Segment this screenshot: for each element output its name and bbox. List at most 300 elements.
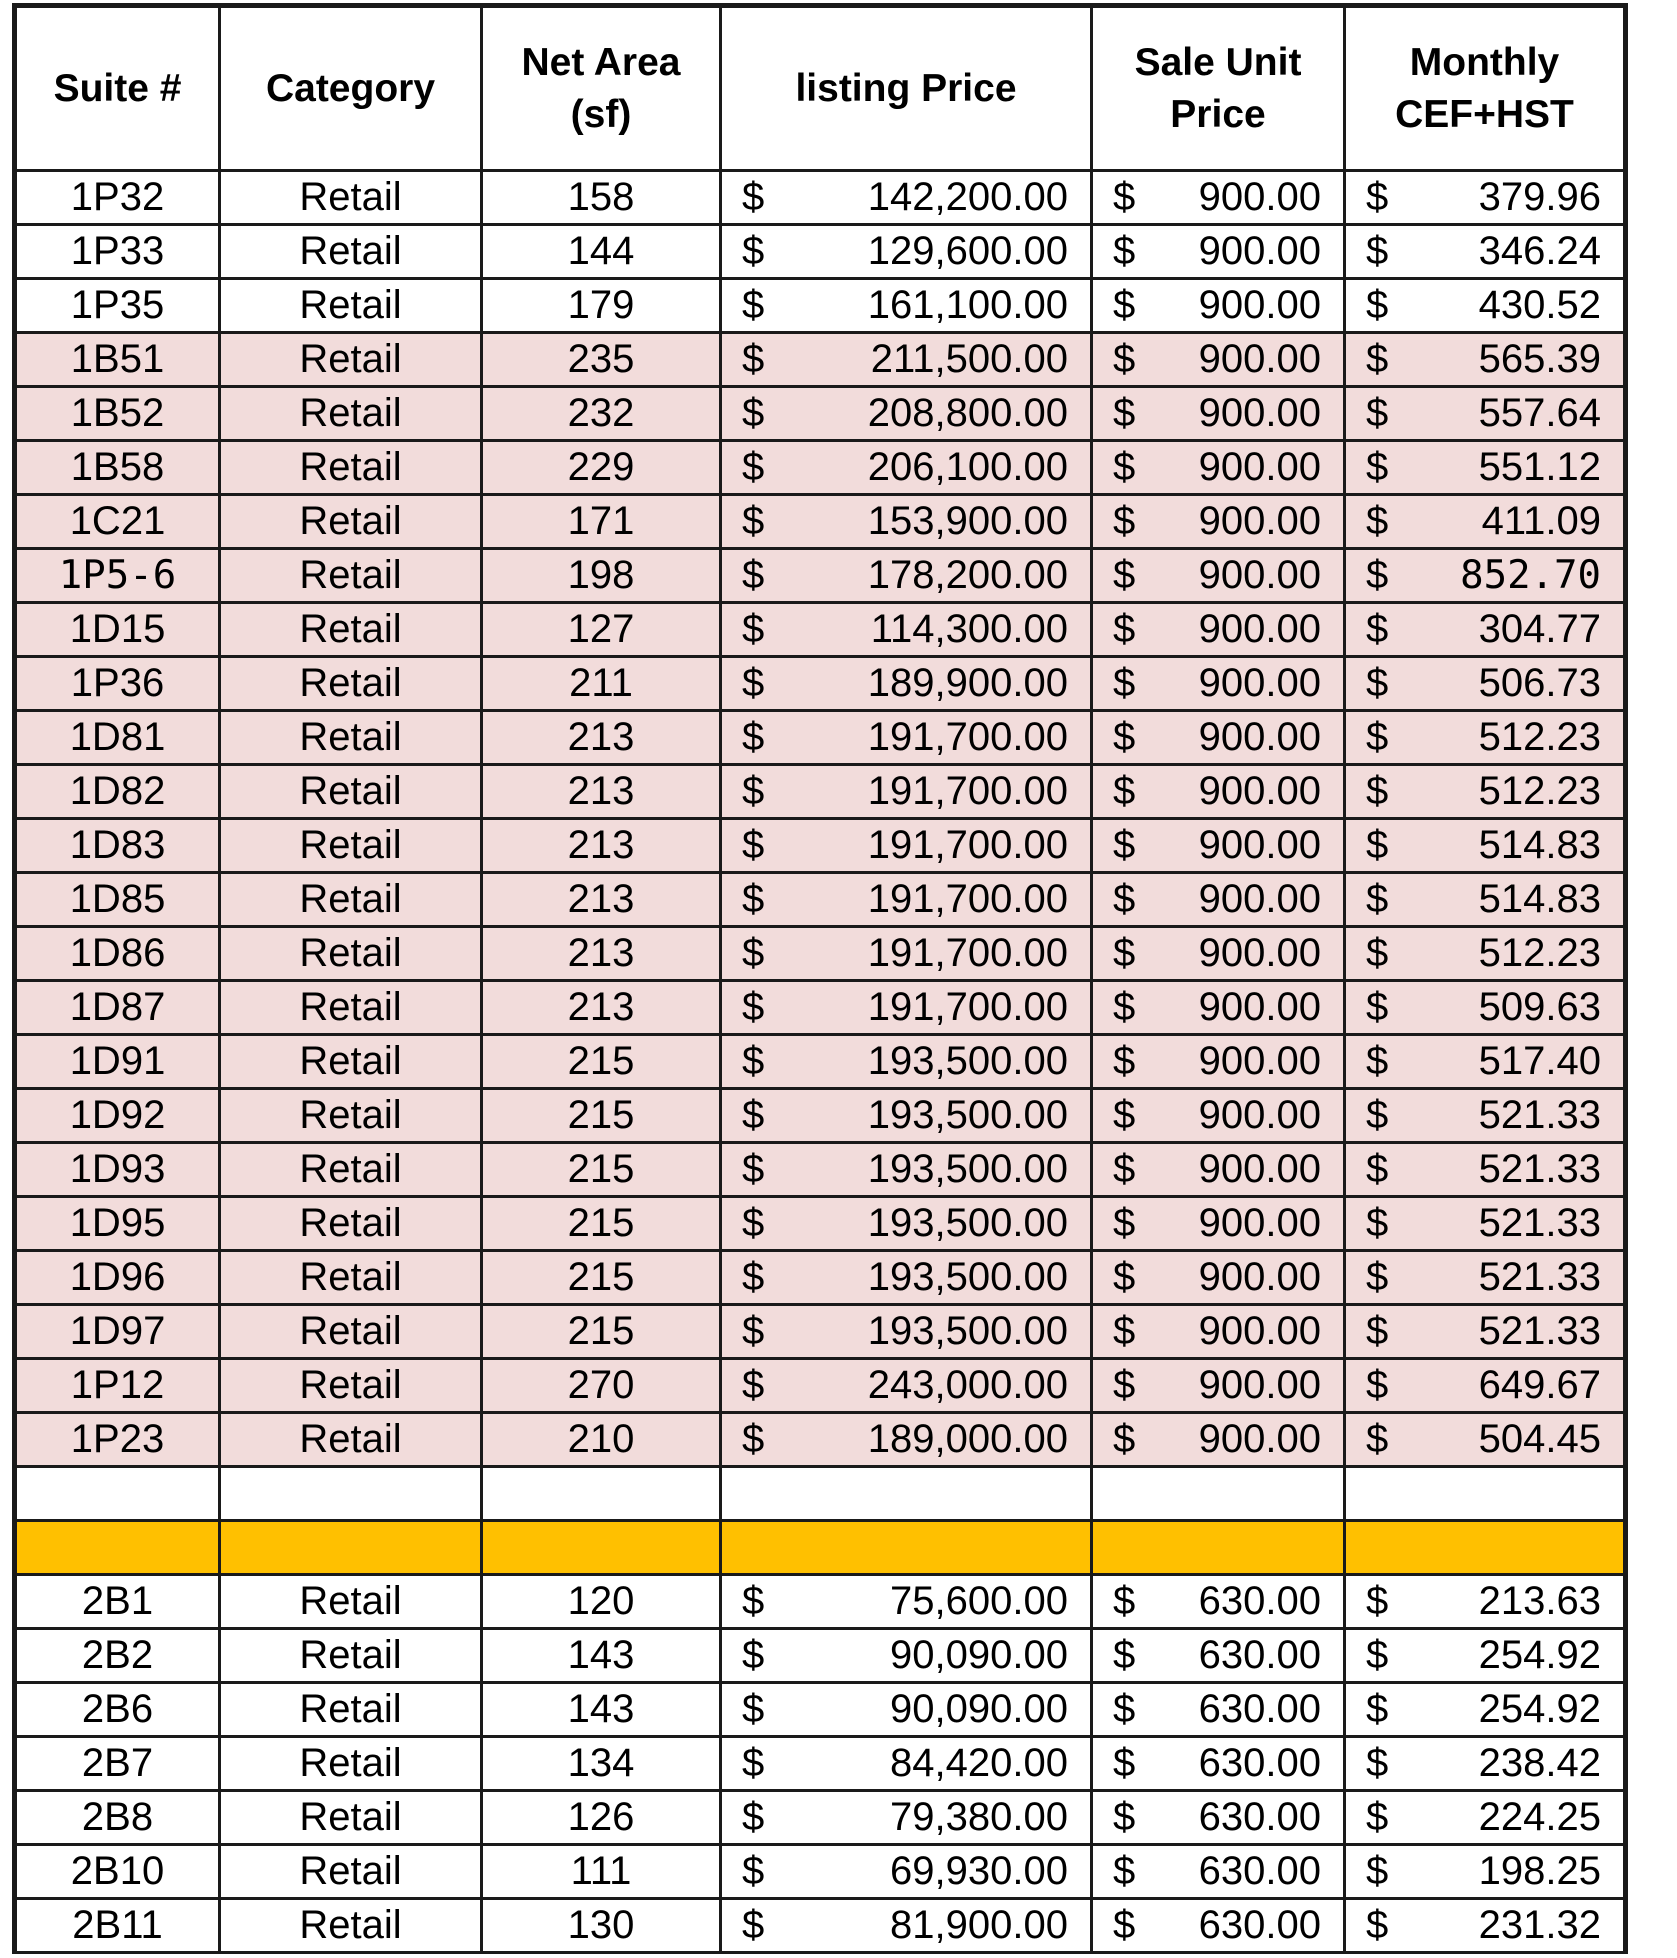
amount: 557.64 [1478, 391, 1601, 435]
table-row [15, 441, 1626, 495]
currency-symbol: $ [742, 985, 765, 1029]
suite-cell [15, 495, 220, 549]
amount: 900.00 [1198, 229, 1321, 273]
table-row [15, 1089, 1626, 1143]
suite-number: 1D96 [69, 1255, 166, 1299]
suite-number: 1D97 [69, 1309, 166, 1353]
net-area-cell: 215 [482, 1251, 721, 1305]
category-cell: Retail [220, 1629, 482, 1683]
amount: 161,100.00 [867, 283, 1068, 327]
category-cell: Retail [220, 711, 482, 765]
currency-symbol: $ [1366, 931, 1389, 975]
sale-unit-price-cell [1092, 1737, 1345, 1791]
net-area-cell: 144 [482, 225, 721, 279]
listing-price-cell [721, 819, 1092, 873]
category-cell: Retail [220, 1791, 482, 1845]
empty-cell [721, 1521, 1092, 1575]
category-cell: Retail [220, 1089, 482, 1143]
currency-symbol: $ [1366, 769, 1389, 813]
category-cell: Retail [220, 1143, 482, 1197]
suite-cell [15, 1413, 220, 1467]
table-row [15, 927, 1626, 981]
sale-unit-price-cell [1092, 171, 1345, 225]
monthly-cef-hst-cell [1345, 1899, 1626, 1953]
header-category: Category [220, 6, 482, 171]
sale-unit-price-cell [1092, 1143, 1345, 1197]
monthly-cef-hst-cell [1345, 549, 1626, 603]
amount: 90,090.00 [890, 1687, 1068, 1731]
net-area-cell: 213 [482, 711, 721, 765]
currency-symbol: $ [742, 1795, 765, 1839]
currency-symbol: $ [1366, 1903, 1389, 1947]
suite-number: 1D82 [69, 769, 166, 813]
currency-symbol: $ [1113, 1201, 1136, 1245]
sale-unit-price-cell [1092, 603, 1345, 657]
listing-price-cell [721, 1359, 1092, 1413]
currency-symbol: $ [1366, 607, 1389, 651]
table-row [15, 981, 1626, 1035]
monthly-cef-hst-cell [1345, 1089, 1626, 1143]
suite-number: 2B11 [72, 1903, 163, 1947]
suite-number: 1D93 [69, 1147, 166, 1191]
currency-symbol: $ [1113, 1579, 1136, 1623]
suite-cell [15, 1683, 220, 1737]
currency-symbol: $ [1366, 1147, 1389, 1191]
suite-pricing-table [12, 3, 1628, 1954]
net-area-cell: 213 [482, 819, 721, 873]
category-cell: Retail [220, 1899, 482, 1953]
category-cell: Retail [220, 1305, 482, 1359]
table-row [15, 171, 1626, 225]
amount: 900.00 [1198, 1201, 1321, 1245]
table-row [15, 1845, 1626, 1899]
sale-unit-price-cell [1092, 1197, 1345, 1251]
net-area-cell: 171 [482, 495, 721, 549]
currency-symbol: $ [742, 931, 765, 975]
listing-price-cell [721, 1629, 1092, 1683]
monthly-cef-hst-cell [1345, 1251, 1626, 1305]
currency-symbol: $ [1366, 1633, 1389, 1677]
currency-symbol: $ [742, 1363, 765, 1407]
currency-symbol: $ [1113, 1309, 1136, 1353]
currency-symbol: $ [1366, 337, 1389, 381]
suite-number: 2B2 [81, 1633, 154, 1677]
suite-number: 1D86 [69, 931, 166, 975]
currency-symbol: $ [1113, 1255, 1136, 1299]
currency-symbol: $ [1113, 229, 1136, 273]
amount: 900.00 [1198, 661, 1321, 705]
net-area-cell: 215 [482, 1089, 721, 1143]
currency-symbol: $ [1366, 1849, 1389, 1893]
monthly-cef-hst-cell [1345, 279, 1626, 333]
currency-symbol: $ [1366, 877, 1389, 921]
amount: 900.00 [1198, 1255, 1321, 1299]
monthly-cef-hst-cell [1345, 927, 1626, 981]
currency-symbol: $ [1366, 553, 1389, 597]
amount: 900.00 [1198, 931, 1321, 975]
table-row [15, 495, 1626, 549]
monthly-cef-hst-cell [1345, 1305, 1626, 1359]
currency-symbol: $ [1366, 823, 1389, 867]
suite-cell [15, 279, 220, 333]
currency-symbol: $ [1366, 985, 1389, 1029]
amount: 213.63 [1478, 1579, 1601, 1623]
suite-number: 1P12 [70, 1363, 165, 1407]
empty-cell [482, 1467, 721, 1521]
sale-unit-price-cell [1092, 1683, 1345, 1737]
sale-unit-price-cell [1092, 279, 1345, 333]
amount: 900.00 [1198, 1147, 1321, 1191]
net-area-cell: 120 [482, 1575, 721, 1629]
listing-price-cell [721, 873, 1092, 927]
amount: 191,700.00 [867, 823, 1068, 867]
currency-symbol: $ [1113, 1741, 1136, 1785]
currency-symbol: $ [1366, 175, 1389, 219]
currency-symbol: $ [1366, 391, 1389, 435]
suite-number: 1P23 [70, 1417, 165, 1461]
net-area-cell: 143 [482, 1683, 721, 1737]
monthly-cef-hst-cell [1345, 495, 1626, 549]
amount: 84,420.00 [890, 1741, 1068, 1785]
net-area-cell: 158 [482, 171, 721, 225]
empty-cell [220, 1467, 482, 1521]
category-cell: Retail [220, 1197, 482, 1251]
currency-symbol: $ [742, 1309, 765, 1353]
sale-unit-price-cell [1092, 1899, 1345, 1953]
listing-price-cell [721, 1143, 1092, 1197]
amount: 900.00 [1198, 607, 1321, 651]
amount: 114,300.00 [870, 607, 1068, 651]
listing-price-cell [721, 1305, 1092, 1359]
currency-symbol: $ [1366, 1417, 1389, 1461]
net-area-cell: 213 [482, 873, 721, 927]
sale-unit-price-cell [1092, 441, 1345, 495]
currency-symbol: $ [742, 1255, 765, 1299]
amount: 193,500.00 [867, 1309, 1068, 1353]
table-row [15, 711, 1626, 765]
table-row [15, 657, 1626, 711]
suite-number: 2B8 [81, 1795, 154, 1839]
category-cell: Retail [220, 1575, 482, 1629]
currency-symbol: $ [1366, 1309, 1389, 1353]
currency-symbol: $ [1366, 1363, 1389, 1407]
amount: 900.00 [1198, 337, 1321, 381]
amount: 81,900.00 [890, 1903, 1068, 1947]
amount: 411.09 [1481, 499, 1601, 543]
monthly-cef-hst-cell [1345, 603, 1626, 657]
amount: 254.92 [1478, 1687, 1601, 1731]
empty-cell [1345, 1467, 1626, 1521]
currency-symbol: $ [742, 769, 765, 813]
suite-cell [15, 1251, 220, 1305]
amount: 900.00 [1198, 1417, 1321, 1461]
sale-unit-price-cell [1092, 1035, 1345, 1089]
category-cell: Retail [220, 333, 482, 387]
currency-symbol: $ [742, 1147, 765, 1191]
category-cell: Retail [220, 1035, 482, 1089]
amount: 509.63 [1478, 985, 1601, 1029]
net-area-cell: 229 [482, 441, 721, 495]
listing-price-cell [721, 1683, 1092, 1737]
table-row [15, 1251, 1626, 1305]
amount: 142,200.00 [867, 175, 1068, 219]
currency-symbol: $ [742, 823, 765, 867]
monthly-cef-hst-cell [1345, 1683, 1626, 1737]
suite-number: 1P35 [70, 283, 165, 327]
suite-number: 1D83 [69, 823, 166, 867]
table-row [15, 549, 1626, 603]
suite-cell [15, 1143, 220, 1197]
monthly-cef-hst-cell [1345, 1791, 1626, 1845]
suite-number: 1P5-6 [58, 553, 177, 598]
suite-cell [15, 171, 220, 225]
amount: 129,600.00 [867, 229, 1068, 273]
category-cell: Retail [220, 819, 482, 873]
suite-cell [15, 711, 220, 765]
sale-unit-price-cell [1092, 657, 1345, 711]
table-row [15, 225, 1626, 279]
listing-price-cell [721, 1575, 1092, 1629]
table-row [15, 873, 1626, 927]
currency-symbol: $ [742, 877, 765, 921]
net-area-cell: 213 [482, 927, 721, 981]
amount: 69,930.00 [890, 1849, 1068, 1893]
monthly-cef-hst-cell [1345, 333, 1626, 387]
currency-symbol: $ [1113, 1363, 1136, 1407]
currency-symbol: $ [1366, 445, 1389, 489]
amount: 514.83 [1478, 877, 1601, 921]
amount: 238.42 [1478, 1741, 1601, 1785]
suite-cell [15, 657, 220, 711]
sale-unit-price-cell [1092, 549, 1345, 603]
table-row [15, 1143, 1626, 1197]
amount: 900.00 [1198, 1039, 1321, 1083]
net-area-cell: 213 [482, 765, 721, 819]
suite-cell [15, 1197, 220, 1251]
monthly-cef-hst-cell [1345, 765, 1626, 819]
amount: 191,700.00 [867, 931, 1068, 975]
listing-price-cell [721, 171, 1092, 225]
currency-symbol: $ [742, 1201, 765, 1245]
amount: 900.00 [1198, 985, 1321, 1029]
suite-cell [15, 333, 220, 387]
net-area-cell: 270 [482, 1359, 721, 1413]
amount: 254.92 [1478, 1633, 1601, 1677]
amount: 630.00 [1198, 1579, 1321, 1623]
currency-symbol: $ [1113, 1903, 1136, 1947]
currency-symbol: $ [742, 337, 765, 381]
sale-unit-price-cell [1092, 1413, 1345, 1467]
amount: 900.00 [1198, 877, 1321, 921]
suite-cell [15, 1359, 220, 1413]
suite-cell [15, 819, 220, 873]
table-row [15, 1737, 1626, 1791]
sale-unit-price-cell [1092, 1845, 1345, 1899]
suite-cell [15, 441, 220, 495]
monthly-cef-hst-cell [1345, 711, 1626, 765]
listing-price-cell [721, 657, 1092, 711]
currency-symbol: $ [1366, 715, 1389, 759]
amount: 900.00 [1198, 823, 1321, 867]
empty-cell [1092, 1467, 1345, 1521]
currency-symbol: $ [742, 1903, 765, 1947]
suite-number: 2B1 [81, 1579, 154, 1623]
net-area-cell: 213 [482, 981, 721, 1035]
currency-symbol: $ [1113, 607, 1136, 651]
net-area-cell: 179 [482, 279, 721, 333]
suite-number: 1D91 [69, 1039, 166, 1083]
table-row [15, 1575, 1626, 1629]
suite-cell [15, 1035, 220, 1089]
table-row [15, 819, 1626, 873]
amount: 900.00 [1198, 175, 1321, 219]
net-area-cell: 215 [482, 1143, 721, 1197]
amount: 630.00 [1198, 1849, 1321, 1893]
currency-symbol: $ [742, 445, 765, 489]
header-monthly-cef-hst: Monthly CEF+HST [1345, 6, 1626, 171]
amount: 211,500.00 [870, 337, 1068, 381]
suite-cell [15, 765, 220, 819]
sale-unit-price-cell [1092, 981, 1345, 1035]
suite-cell [15, 1899, 220, 1953]
amount: 346.24 [1478, 229, 1601, 273]
suite-number: 1P36 [70, 661, 165, 705]
amount: 206,100.00 [867, 445, 1068, 489]
currency-symbol: $ [742, 1093, 765, 1137]
net-area-cell: 215 [482, 1035, 721, 1089]
amount: 208,800.00 [867, 391, 1068, 435]
currency-symbol: $ [1113, 445, 1136, 489]
net-area-cell: 198 [482, 549, 721, 603]
net-area-cell: 111 [482, 1845, 721, 1899]
category-cell: Retail [220, 657, 482, 711]
currency-symbol: $ [742, 715, 765, 759]
currency-symbol: $ [1366, 1687, 1389, 1731]
suite-number: 1D95 [69, 1201, 166, 1245]
listing-price-cell [721, 1251, 1092, 1305]
amount: 517.40 [1478, 1039, 1601, 1083]
suite-number: 1D92 [69, 1093, 166, 1137]
listing-price-cell [721, 225, 1092, 279]
listing-price-cell [721, 1197, 1092, 1251]
table-row [15, 765, 1626, 819]
amount: 191,700.00 [867, 715, 1068, 759]
suite-cell [15, 1089, 220, 1143]
amount: 231.32 [1478, 1903, 1601, 1947]
category-cell: Retail [220, 225, 482, 279]
suite-cell [15, 981, 220, 1035]
currency-symbol: $ [1366, 283, 1389, 327]
category-cell: Retail [220, 981, 482, 1035]
currency-symbol: $ [742, 229, 765, 273]
amount: 512.23 [1478, 769, 1601, 813]
monthly-cef-hst-cell [1345, 1035, 1626, 1089]
net-area-cell: 126 [482, 1791, 721, 1845]
currency-symbol: $ [1113, 553, 1136, 597]
amount: 506.73 [1478, 661, 1601, 705]
category-cell: Retail [220, 1251, 482, 1305]
amount: 551.12 [1478, 445, 1601, 489]
amount: 630.00 [1198, 1633, 1321, 1677]
currency-symbol: $ [1113, 1795, 1136, 1839]
amount: 191,700.00 [867, 769, 1068, 813]
header-suite: Suite # [15, 6, 220, 171]
net-area-cell: 215 [482, 1197, 721, 1251]
amount: 90,090.00 [890, 1633, 1068, 1677]
monthly-cef-hst-cell [1345, 225, 1626, 279]
empty-cell [482, 1521, 721, 1575]
currency-symbol: $ [742, 1417, 765, 1461]
currency-symbol: $ [742, 175, 765, 219]
currency-symbol: $ [742, 1741, 765, 1785]
category-cell: Retail [220, 1683, 482, 1737]
listing-price-cell [721, 1035, 1092, 1089]
amount: 900.00 [1198, 283, 1321, 327]
category-cell: Retail [220, 1845, 482, 1899]
empty-cell [721, 1467, 1092, 1521]
amount: 630.00 [1198, 1903, 1321, 1947]
category-cell: Retail [220, 495, 482, 549]
listing-price-cell [721, 549, 1092, 603]
currency-symbol: $ [1366, 1255, 1389, 1299]
sale-unit-price-cell [1092, 1251, 1345, 1305]
sale-unit-price-cell [1092, 333, 1345, 387]
amount: 521.33 [1478, 1201, 1601, 1245]
listing-price-cell [721, 765, 1092, 819]
amount: 191,700.00 [867, 877, 1068, 921]
category-cell: Retail [220, 441, 482, 495]
suite-cell [15, 1791, 220, 1845]
currency-symbol: $ [1366, 661, 1389, 705]
currency-symbol: $ [742, 607, 765, 651]
header-row [15, 6, 1626, 171]
currency-symbol: $ [1113, 1147, 1136, 1191]
currency-symbol: $ [1366, 1093, 1389, 1137]
listing-price-cell [721, 279, 1092, 333]
currency-symbol: $ [1113, 283, 1136, 327]
amount: 649.67 [1478, 1363, 1601, 1407]
table-row [15, 1899, 1626, 1953]
currency-symbol: $ [1113, 931, 1136, 975]
sale-unit-price-cell [1092, 1791, 1345, 1845]
currency-symbol: $ [1113, 1093, 1136, 1137]
sale-unit-price-cell [1092, 1629, 1345, 1683]
currency-symbol: $ [1366, 1201, 1389, 1245]
suite-number: 2B10 [70, 1849, 165, 1893]
monthly-cef-hst-cell [1345, 819, 1626, 873]
monthly-cef-hst-cell [1345, 387, 1626, 441]
amount: 630.00 [1198, 1795, 1321, 1839]
currency-symbol: $ [1366, 1039, 1389, 1083]
amount: 191,700.00 [867, 985, 1068, 1029]
monthly-cef-hst-cell [1345, 171, 1626, 225]
amount: 900.00 [1198, 445, 1321, 489]
amount: 193,500.00 [867, 1039, 1068, 1083]
header-sale-unit-price: Sale Unit Price [1092, 6, 1345, 171]
net-area-cell: 130 [482, 1899, 721, 1953]
suite-number: 1C21 [69, 499, 166, 543]
empty-cell [15, 1521, 220, 1575]
table-row [15, 387, 1626, 441]
suite-cell [15, 1737, 220, 1791]
amount: 379.96 [1478, 175, 1601, 219]
amount: 304.77 [1478, 607, 1601, 651]
suite-number: 1B52 [70, 391, 165, 435]
currency-symbol: $ [742, 553, 765, 597]
header-net-area: Net Area (sf) [482, 6, 721, 171]
sale-unit-price-cell [1092, 765, 1345, 819]
amount: 630.00 [1198, 1687, 1321, 1731]
